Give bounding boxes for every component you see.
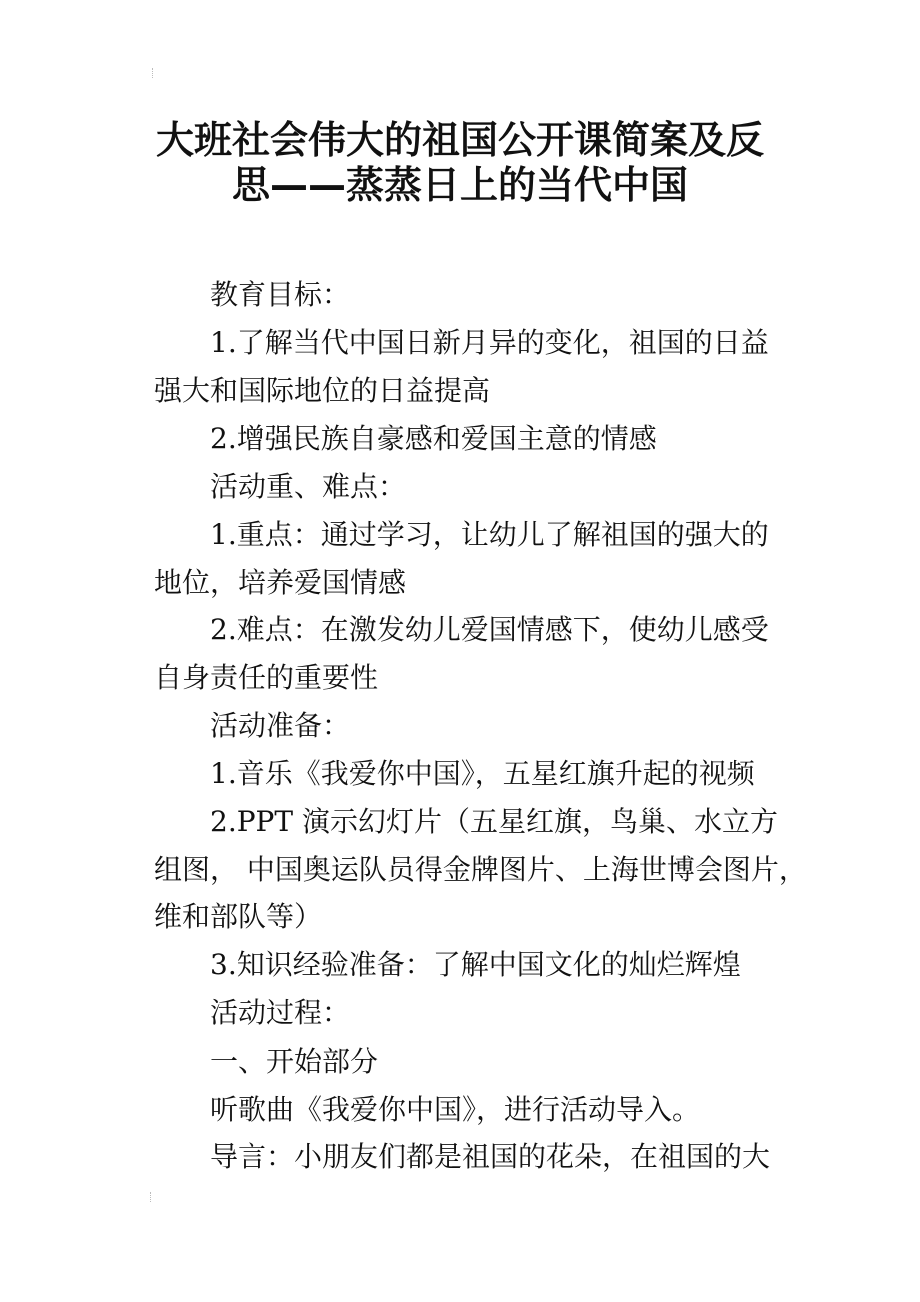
section-heading: 一、开始部分 — [210, 1045, 379, 1078]
paragraph-line: 1.重点：通过学习，让幼儿了解祖国的强大的 — [210, 518, 769, 551]
section-heading: 教育目标： — [210, 278, 351, 311]
paragraph-line: 2.增强民族自豪感和爱国主意的情感 — [210, 422, 657, 455]
paragraph-line: 自身责任的重要性 — [154, 661, 379, 694]
paragraph-line: 1.了解当代中国日新月异的变化，祖国的日益 — [210, 326, 769, 359]
paragraph-line: 地位，培养爱国情感 — [154, 566, 407, 599]
paragraph-line: 3.知识经验准备：了解中国文化的灿烂辉煌 — [210, 948, 741, 981]
paragraph-line: 1.音乐《我爱你中国》，五星红旗升起的视频 — [210, 757, 755, 790]
paragraph-line: 维和部队等） — [154, 900, 323, 933]
paragraph-line: 强大和国际地位的日益提高 — [154, 374, 491, 407]
corner-mark — [152, 68, 157, 78]
section-heading: 活动过程： — [210, 996, 351, 1029]
document-title-line-1: 大班社会伟大的祖国公开课简案及反 — [155, 118, 764, 162]
paragraph-line: 组图， 中国奥运队员得金牌图片、上海世博会图片， — [154, 853, 807, 886]
paragraph-line: 2.PPT 演示幻灯片（五星红旗，鸟巢、水立方 — [210, 805, 778, 838]
document-title-line-2: 思——蒸蒸日上的当代中国 — [231, 163, 688, 207]
paragraph-line: 导言：小朋友们都是祖国的花朵，在祖国的大 — [210, 1140, 771, 1173]
paragraph-line: 听歌曲《我爱你中国》，进行活动导入。 — [210, 1093, 701, 1126]
section-heading: 活动重、难点： — [210, 470, 407, 503]
corner-mark — [150, 1192, 155, 1202]
section-heading: 活动准备： — [210, 709, 351, 742]
paragraph-line: 2.难点：在激发幼儿爱国情感下，使幼儿感受 — [210, 613, 769, 646]
